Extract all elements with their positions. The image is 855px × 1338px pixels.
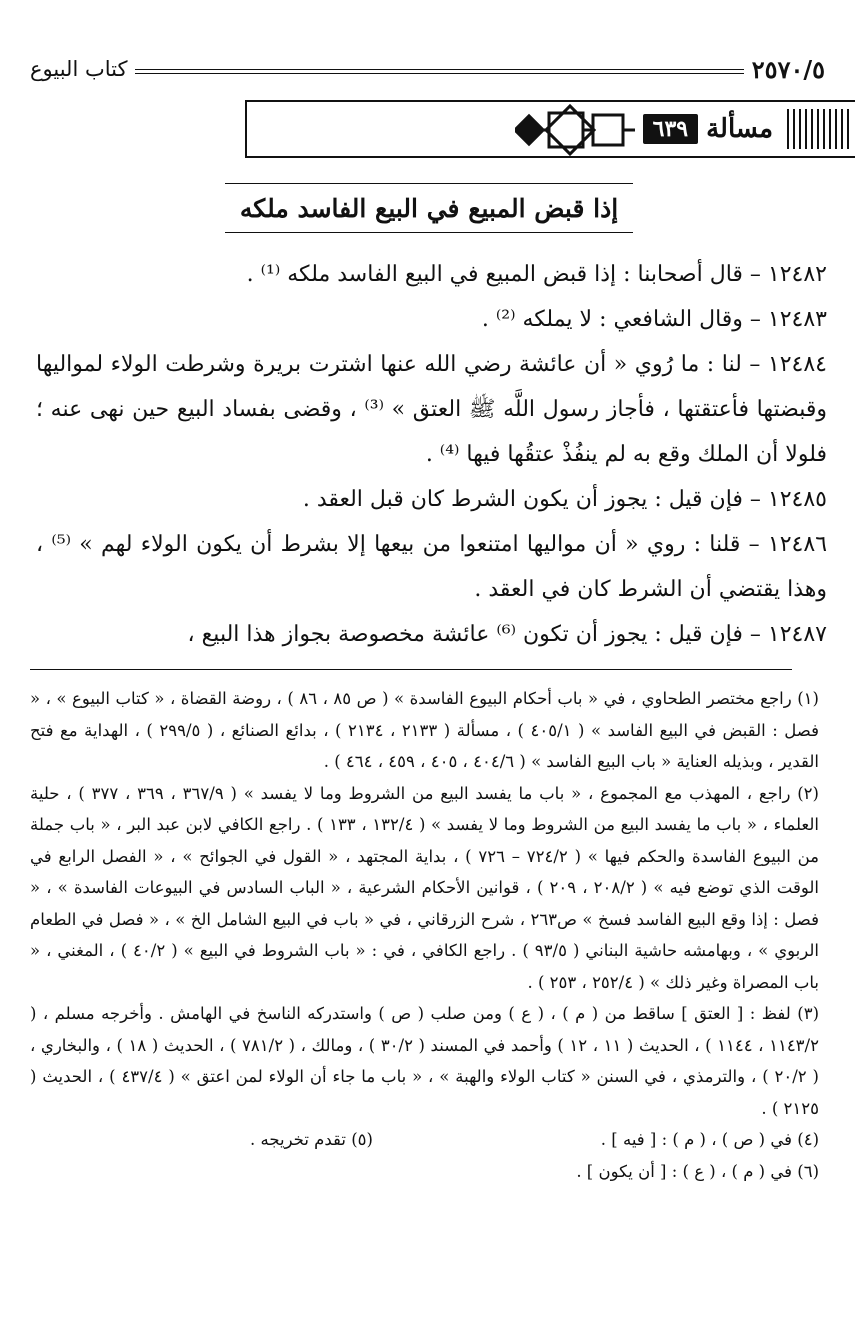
footnote-2: (٢) راجع ، المهذب مع المجموع ، « باب ما يفسد البيع من الشروط وما لا يفسد » ( ٣٦٧/٩ ، ٣٦٩ ، ٣٧٧ ) ، حلية العلماء ، « باب ما يفسد البيع من الشروط وما لا يفسد » ( ١٣٢/٤ ، ١٣٣ ) . راجع الكافي لابن عبد البر ، « باب جملة من البيوع الفاسدة والحكم فيها » ( ٧٢٤/٢ – ٧٢٦ ) ، بداية المجتهد ، « القول في الجوائح » ، « الفصل الرابع في الوقت الذي توضع فيه » ( ٢٠٨/٢ ، ٢٠٩ ) ، قوانين الأحكام الشرعية ، « الباب السادس في البيوعات الفاسدة » ، « فصل : إذا وقع البيع الفاسد فسخ » ص٢٦٣ ، شرح الزرقاني ، في « باب في البيع الشامل الخ » ، « فصل في الطعام الربوي » ، وبهامشه حاشية البناني ( ٩٣/٥ ) . راجع الكافي ، في : « باب الشروط في البيع » ( ٤٠/٢ ) ، المغني ، « باب المصراة وغير ذلك » ( ٢٥٢/٤ ، ٢٥٣ ) .: [30, 783, 819, 992]
paragraph-12482: ١٢٤٨٢ – قال أصحابنا : إذا قبض المبيع في البيع الفاسد ملكه ⁽¹⁾ .: [246, 262, 827, 287]
footnotes: [30, 683, 819, 1187]
footnote-6: (٦) في ( م ) ، ( ع ) : [ أن يكون ] .: [576, 1161, 819, 1181]
issue-title-box: [225, 183, 633, 233]
running-head: [30, 52, 825, 86]
issue-label: مسألة: [706, 114, 773, 144]
issue-number: ٦٣٩: [643, 114, 698, 144]
footnote-rule: [30, 669, 792, 670]
footnote-3: (٣) لفظ : [ العتق ] ساقط من ( م ) ، ( ع ) ومن صلب ( ص ) واستدركه الناسخ في الهامش . وأخرجه مسلم ، ( ١١٤٣/٢ ، ١١٤٤ ) ، الحديث ( ١١ ، ١٢ ) وأحمد في المسند ( ٣٠/٢ ) ، ومالك ، ( ٧٨١/٢ ) ، الحديث ( ١٨ ) ، والبخاري ، ( ٢٠/٢ ) ، والترمذي ، في السنن « كتاب الولاء والهبة » ، « باب ما جاء أن الولاء لمن اعتق » ( ٤٣٧/٤ ) ، الحديث ( ٢١٢٥ ) .: [30, 1004, 819, 1118]
hatch-ornament: [787, 109, 849, 149]
paragraph-12485: ١٢٤٨٥ – فإن قيل : يجوز أن يكون الشرط كان قبل العقد .: [302, 487, 827, 512]
header-rule: [135, 69, 743, 74]
paragraph-12483: ١٢٤٨٣ – وقال الشافعي : لا يملكه ⁽²⁾ .: [481, 307, 827, 332]
issue-title: إذا قبض المبيع في البيع الفاسد ملكه: [239, 193, 619, 223]
footnote-pair-4-5: [30, 1124, 819, 1156]
page-reference: ٢٥٧٠/٥: [751, 54, 825, 84]
main-body: [36, 252, 827, 657]
paragraph-12486: ١٢٤٨٦ – قلنا : روي « أن مواليها امتنعوا من بيعها إلا بشرط أن يكون الولاء لهم » ⁽⁵⁾ ، وهذا يقتضي أن الشرط كان في العقد .: [36, 532, 828, 602]
book-title: كتاب البيوع: [30, 57, 128, 81]
paragraph-12484: ١٢٤٨٤ – لنا : ما رُوي « أن عائشة رضي الله عنها اشترت بريرة وشرطت الولاء لمواليها وقبضتها فأعتقتها ، فأجاز رسول اللَّه ﷺ العتق » ⁽³⁾ ، وقضى بفساد البيع حين نهى عنه ؛ فلولا أن الملك وقع به لم ينفُذْ عتقُها فيها ⁽⁴⁾ .: [36, 352, 827, 467]
knot-ornament-icon: [515, 103, 635, 157]
footnote-1: (١) راجع مختصر الطحاوي ، في « باب أحكام البيوع الفاسدة » ( ص ٨٥ ، ٨٦ ) ، روضة القضاة ، « كتاب البيوع » ، « فصل : القبض في البيع الفاسد » ( ٤٠٥/١ ) ، مسألة ( ٢١٣٣ ، ٢١٣٤ ) ، بدائع الصنائع ، ( ٢٩٩/٥ ) ، الهداية مع فتح القدير ، وبذيله العناية « باب البيع الفاسد » ( ٤٠٤/٦ ، ٤٠٥ ، ٤٥٩ ، ٤٦٤ ) .: [30, 689, 819, 771]
footnote-4: (٤) في ( ص ) ، ( م ) : [ فيه ] .: [600, 1130, 819, 1149]
footnote-5: (٥) تقدم تخريجه .: [250, 1130, 373, 1149]
paragraph-12487: ١٢٤٨٧ – فإن قيل : يجوز أن تكون ⁽⁶⁾ عائشة مخصوصة بجواز هذا البيع ،: [187, 622, 827, 647]
